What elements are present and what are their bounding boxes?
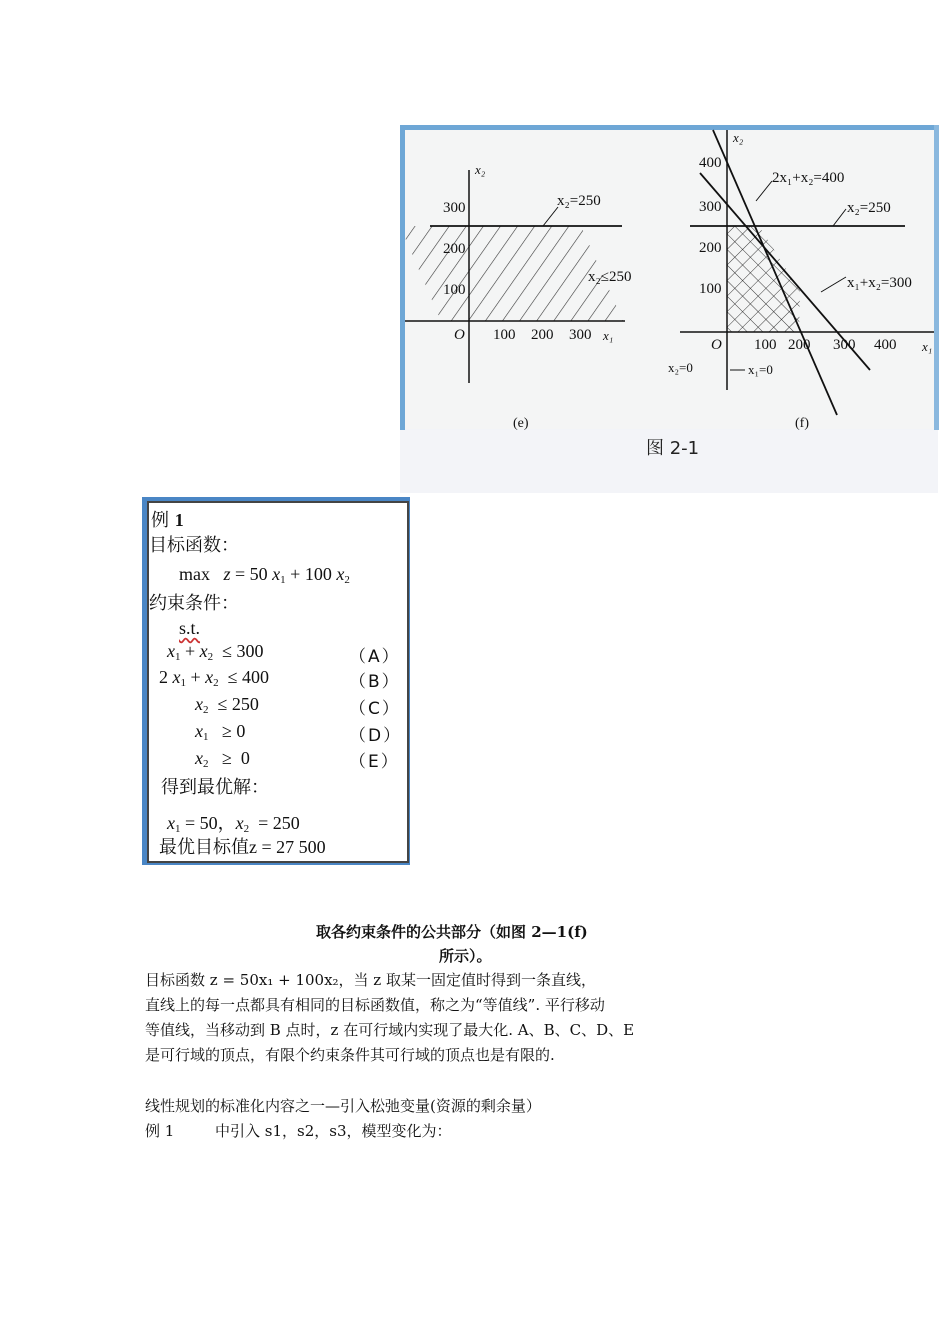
paragraph-1-line-2: 直线上的每一点都具有相同的目标函数值，称之为“等值线”. 平行移动 bbox=[145, 996, 605, 1014]
optimal-value-number: z = 27 500 bbox=[249, 837, 326, 857]
optimal-value-prefix: 最优目标值 bbox=[159, 837, 249, 858]
paragraph-1-line-3: 等值线，当移动到 B 点时，z 在可行域内实现了最大化. A、B、C、D、E bbox=[145, 1021, 635, 1039]
constraint-b-expression: 2 $x_1 + x_2 \le 400$ bbox=[159, 667, 270, 689]
figure-2-1 bbox=[400, 125, 938, 493]
constraint-c-expression: $x_2 \le 250$ bbox=[195, 694, 259, 716]
y-axis-label-e: x₂ bbox=[475, 162, 486, 177]
line-label-e: x₂=250 bbox=[557, 193, 601, 209]
y-tick-f: 200 bbox=[699, 240, 722, 256]
constraint-a-label: （A） bbox=[349, 647, 401, 667]
axis-label-x2-zero: x₂=0 bbox=[668, 360, 693, 375]
panel-f bbox=[668, 130, 934, 431]
x-axis-label-f: x₁ bbox=[922, 339, 933, 354]
line-label-x2-250-f: x₂=250 bbox=[847, 200, 891, 216]
x-tick-f: 200 bbox=[788, 337, 811, 353]
constraint-b-label: （B） bbox=[349, 672, 401, 692]
constraint-e-label: （E） bbox=[349, 752, 400, 772]
y-tick-e: 300 bbox=[443, 200, 466, 216]
subject-to-label: s.t. bbox=[179, 618, 201, 638]
objective-function: max z = 50 $x_1 + 100$ $x_2$ bbox=[179, 564, 350, 586]
constraint-e-expression: $x_2 \ge 0$ bbox=[195, 748, 250, 770]
section-heading-line-1: 取各约束条件的公共部分（如图 2—1(f) bbox=[316, 923, 588, 941]
leader-e bbox=[543, 207, 558, 226]
caption-f: (f) bbox=[795, 416, 809, 431]
x-tick-f: 300 bbox=[833, 337, 856, 353]
section-heading-line-2: 所示）。 bbox=[439, 947, 492, 965]
figure-title: 图 2-1 bbox=[646, 438, 700, 459]
x-tick-e: 200 bbox=[531, 327, 554, 343]
line-label-x1-x2-300: x₁+x₂=300 bbox=[847, 275, 912, 291]
region-label-e: x₂≤250 bbox=[588, 269, 632, 285]
constraint-c-label: （C） bbox=[349, 699, 401, 719]
y-axis-label-f: x₂ bbox=[733, 130, 744, 145]
example-title-prefix: 例 bbox=[151, 510, 169, 531]
caption-e: (e) bbox=[513, 416, 529, 431]
y-tick-f: 100 bbox=[699, 281, 722, 297]
y-tick-e: 100 bbox=[443, 282, 466, 298]
origin-e: O bbox=[454, 327, 465, 343]
line-label-2x1-x2-400: 2x₁+x₂=400 bbox=[772, 170, 845, 186]
constraint-d-expression: $x_1 \ge 0$ bbox=[195, 721, 246, 743]
y-tick-f: 300 bbox=[699, 199, 722, 215]
panel-e bbox=[400, 162, 631, 431]
paragraph-1-line-1: 目标函数 z = 50x₁ + 100x₂，当 z 取某一固定值时得到一条直线， bbox=[145, 971, 596, 989]
constraint-d-label: （D） bbox=[349, 726, 403, 746]
paragraph-2-line-2-text: 中引入 s1，s2，s3，模型变化为： bbox=[215, 1122, 452, 1140]
paragraph-1-line-4: 是可行域的顶点，有限个约束条件其可行域的顶点也是有限的. bbox=[145, 1046, 555, 1064]
objective-heading: 目标函数： bbox=[149, 535, 239, 556]
leader-f-3 bbox=[821, 277, 846, 292]
y-tick-f: 400 bbox=[699, 155, 722, 171]
x-tick-f: 100 bbox=[754, 337, 777, 353]
optimal-solution: $x_1 = 50$，$x_2 = 250$ bbox=[167, 813, 300, 835]
leader-f-2 bbox=[833, 209, 846, 226]
x-tick-e: 100 bbox=[493, 327, 516, 343]
example-title bbox=[151, 506, 184, 532]
x-axis-label-e: x₁ bbox=[603, 328, 614, 343]
paragraph-2-line-1: 线性规划的标准化内容之一—引入松弛变量(资源的剩余量） bbox=[145, 1097, 541, 1115]
example-title-number: 1 bbox=[174, 510, 184, 530]
optimal-value bbox=[159, 833, 326, 859]
origin-f: O bbox=[711, 337, 722, 353]
paragraph-2-line-2-label: 例 1 bbox=[145, 1122, 175, 1140]
constraints-heading: 约束条件： bbox=[149, 593, 239, 614]
example-box bbox=[147, 501, 409, 863]
axis-label-x1-zero: x₁=0 bbox=[748, 362, 773, 377]
y-tick-e: 200 bbox=[443, 241, 466, 257]
constraint-a-expression: $x_1 + x_2 \le 300$ bbox=[167, 641, 264, 663]
leader-f-1 bbox=[756, 181, 772, 201]
x-tick-f: 400 bbox=[874, 337, 897, 353]
x-tick-e: 300 bbox=[569, 327, 592, 343]
solution-heading: 得到最优解： bbox=[161, 777, 269, 798]
